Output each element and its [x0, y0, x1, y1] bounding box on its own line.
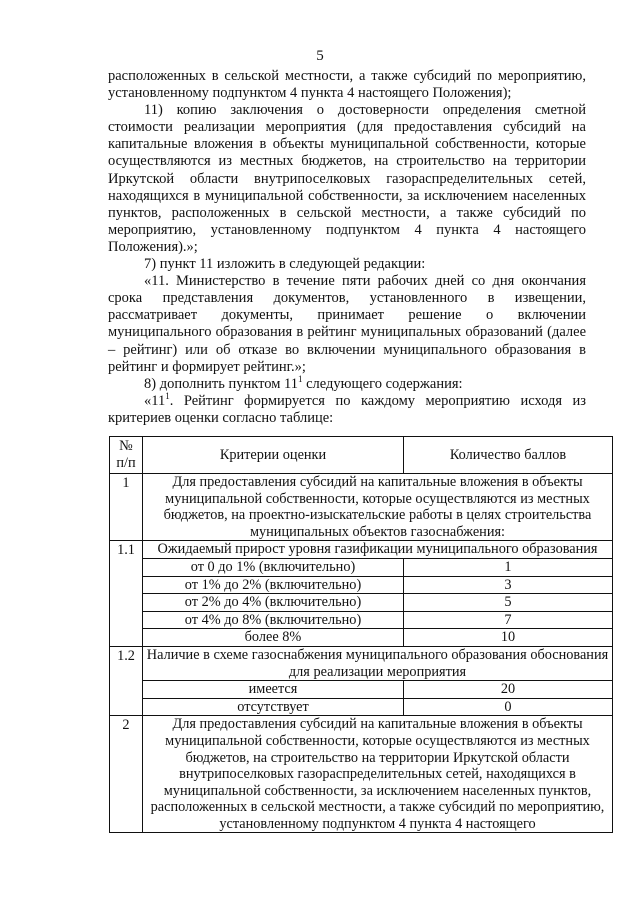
paragraph-rating-end: . Рейтинг формируется по каждому мероприятию исходя из критериев оценки согласно таблице: [108, 392, 586, 426]
score-cell: 7 [404, 611, 613, 629]
paragraph-8-sup: 1 [298, 373, 303, 384]
criterion-cell: от 0 до 1% (включительно) [143, 558, 404, 576]
paragraph-7: 7) пункт 11 изложить в следующей редакции: [144, 256, 426, 273]
paragraph-continuation: расположенных в сельской местности, а также субсидий по мероприятию, установленному подпунктом 4 пункта 4 настоящего Положения); [108, 68, 586, 102]
table-row [110, 558, 613, 576]
table-row [110, 576, 613, 594]
criterion-cell: более 8% [143, 629, 404, 647]
table-row [110, 611, 613, 629]
item-1-2-row [110, 646, 613, 680]
document-body [108, 68, 586, 427]
criterion-cell: от 1% до 2% (включительно) [143, 576, 404, 594]
item-1-2-text: Наличие в схеме газоснабжения муниципального образования обоснования для реализации мероприятия [143, 646, 613, 680]
criterion-cell: отсутствует [143, 698, 404, 716]
section-1-text: Для предоставления субсидий на капитальные вложения в объекты муниципальной собственности, которые осуществляются из местных бюджетов, на проектно-изыскательские работы в целях строительства муниципальных объектов газоснабжения: [143, 474, 613, 541]
criteria-table [109, 436, 613, 833]
paragraph-8-end: следующего содержания: [302, 375, 463, 392]
score-cell: 1 [404, 558, 613, 576]
paragraph-rating-sup: 1 [165, 390, 170, 401]
criterion-cell: от 4% до 8% (включительно) [143, 611, 404, 629]
criterion-cell: имеется [143, 681, 404, 699]
criterion-cell: от 2% до 4% (включительно) [143, 594, 404, 612]
paragraph-8 [108, 373, 586, 393]
section-2-num: 2 [110, 716, 143, 833]
item-1-1-text: Ожидаемый прирост уровня газификации муниципального образования [143, 541, 613, 559]
section-2-text: Для предоставления субсидий на капитальные вложения в объекты муниципальной собственности, которые осуществляются из местных бюджетов, на строительство на территории Иркутской области внутрипоселковых газораспределительных сетей, находящихся в муниципальной собственности, за исключением населенных пунктов, расположенных в сельской местности, а также субсидий по мероприятию, установленному подпунктом 4 пункта 4 настоящего [143, 716, 613, 833]
item-1-1-num: 1.1 [110, 541, 143, 647]
score-cell: 20 [404, 681, 613, 699]
header-criteria: Критерии оценки [143, 437, 404, 474]
score-cell: 3 [404, 576, 613, 594]
header-num: № п/п [110, 437, 143, 474]
paragraph-8-start: 8) дополнить пунктом 11 [144, 375, 298, 392]
section-1-row [110, 474, 613, 541]
score-cell: 5 [404, 594, 613, 612]
paragraph-item-11: 11) копию заключения о достоверности определения сметной стоимости реализации мероприятия (для предоставления субсидий на капитальные вложения в объекты муниципальной собственности, которые осуществляются из местных бюджетов, на строительство на территории Иркутской области внутрипоселковых газораспределительных сетей, находящихся в муниципальной собственности, за исключением населенных пунктов, расположенных в сельской местности, а также субсидий по мероприятию, установленному подпунктом 4 пункта 4 настоящего Положения).»; [108, 102, 586, 255]
table-row [110, 698, 613, 716]
table-row [110, 629, 613, 647]
table-row [110, 594, 613, 612]
section-1-num: 1 [110, 474, 143, 541]
paragraph-rating-start: «11 [144, 392, 166, 409]
score-cell: 10 [404, 629, 613, 647]
header-score: Количество баллов [404, 437, 613, 474]
paragraph-point-11: «11. Министерство в течение пяти рабочих дней со дня окончания срока представления документов, установленного в извещении, рассматривает документы, принимает решение о включении муниципального образования в рейтинг муниципальных образований (далее – рейтинг) или об отказе во включении муниципального образования в рейтинг и формирует рейтинг.»; [108, 273, 586, 375]
item-1-1-row [110, 541, 613, 559]
page-number: 5 [316, 48, 324, 64]
section-2-row [110, 716, 613, 833]
item-1-2-num: 1.2 [110, 646, 143, 715]
table-header-row [110, 437, 613, 474]
score-cell: 0 [404, 698, 613, 716]
paragraph-rating [108, 390, 586, 427]
table-row [110, 681, 613, 699]
